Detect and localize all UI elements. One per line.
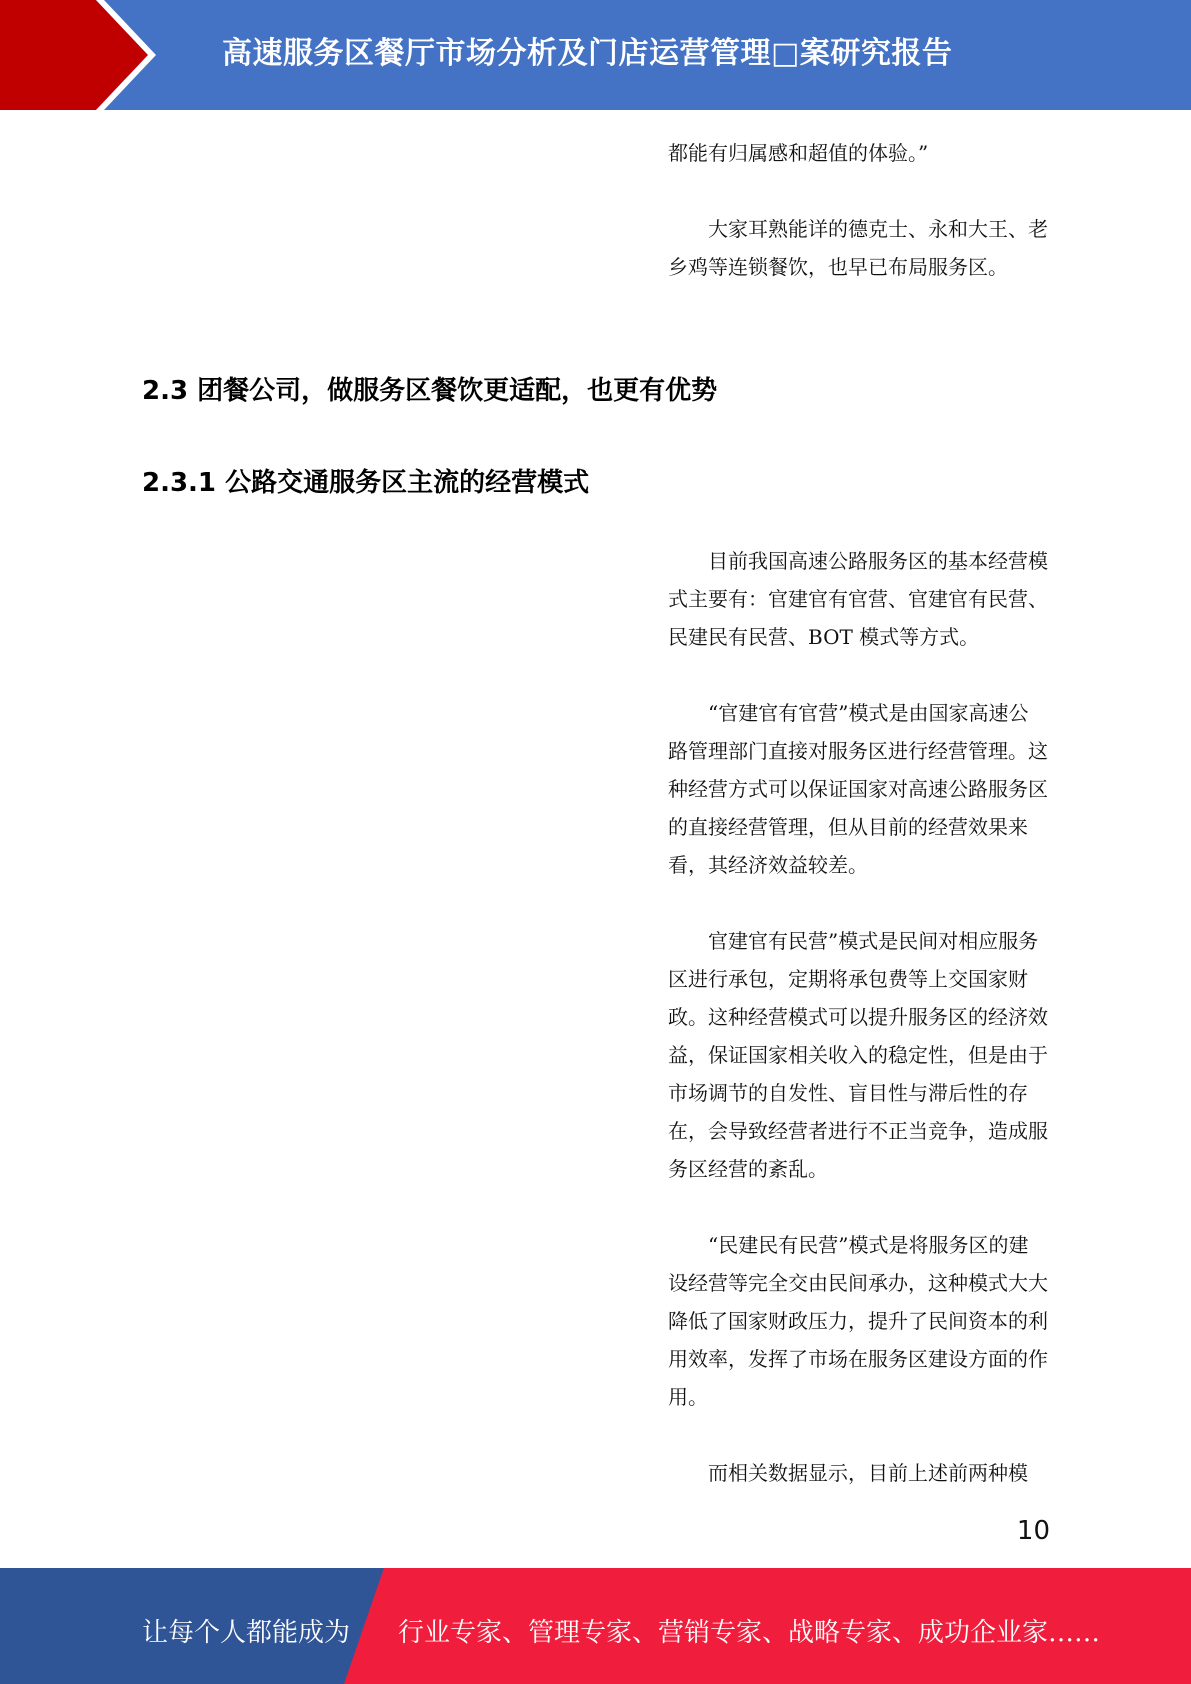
page-number: 10 xyxy=(1016,1516,1050,1546)
section-heading: 2.3 团餐公司，做服务区餐饮更适配，也更有优势 xyxy=(142,376,718,406)
paragraph-chain-brands: 大家耳熟能详的德克士、永和大王、老乡鸡等连锁餐饮，也早已布局服务区。 xyxy=(668,217,1048,279)
subsection-heading: 2.3.1 公路交通服务区主流的经营模式 xyxy=(142,468,590,498)
footer-slogan-right: 行业专家、管理专家、营销专家、战略专家、成功企业家…… xyxy=(398,1618,1101,1648)
paragraph-government-operated: “官建官有官营”模式是由国家高速公路管理部门直接对服务区进行经营管理。这种经营方式可以保证国家对高速公路服务区的直接经营管理，但从目前的经营效果来看，其经济效益较差。 xyxy=(668,701,1048,877)
paragraph-private-operated: 官建官有民营”模式是民间对相应服务区进行承包，定期将承包费等上交国家财政。这种经营模式可以提升服务区的经济效益，保证国家相关收入的稳定性，但是由于市场调节的自发性、盲目性与滞后性的存在，会导致经营者进行不正当竞争，造成服务区经营的紊乱。 xyxy=(668,929,1048,1181)
paragraph-business-models: 目前我国高速公路服务区的基本经营模式主要有：官建官有官营、官建官有民营、民建民有民营、BOT 模式等方式。 xyxy=(668,549,1048,649)
document-title: 高速服务区餐厅市场分析及门店运营管理□案研究报告 xyxy=(222,36,953,71)
page-footer xyxy=(0,1568,1191,1684)
page-header xyxy=(0,0,1191,110)
header-chevron-decoration xyxy=(0,0,160,110)
header-red-chevron xyxy=(0,0,148,110)
paragraph-continuation: 都能有归属感和超值的体验。” xyxy=(668,141,929,165)
footer-slogan-left: 让每个人都能成为 xyxy=(142,1618,351,1648)
paragraph-privately-built: “民建民有民营”模式是将服务区的建设经营等完全交由民间承办，这种模式大大降低了国家财政压力，提升了民间资本的利用效率，发挥了市场在服务区建设方面的作用。 xyxy=(668,1233,1048,1409)
paragraph-data-shows: 而相关数据显示，目前上述前两种模 xyxy=(708,1461,1028,1485)
